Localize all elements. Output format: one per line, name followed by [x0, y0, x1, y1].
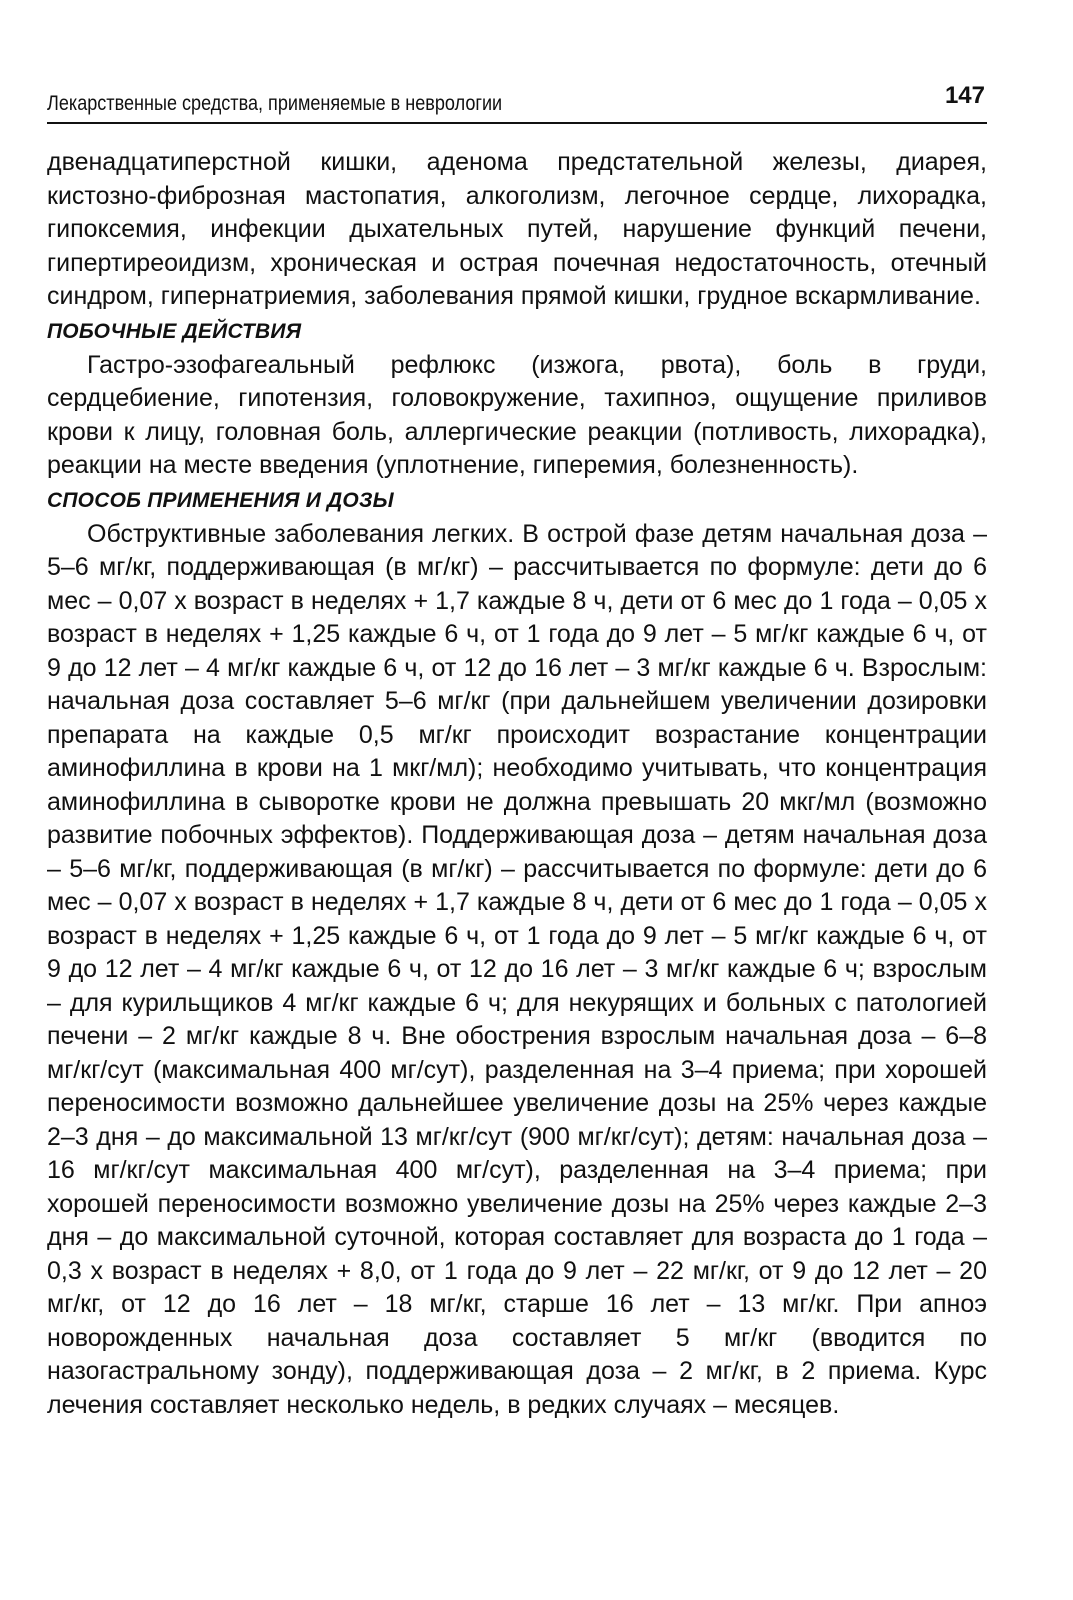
- page-number: 147: [944, 82, 985, 109]
- side-effects-heading: ПОБОЧНЫЕ ДЕЙСТВИЯ: [47, 319, 302, 343]
- dosage-paragraph: Обструктивные заболевания легких. В острой фазе детям начальная доза – 5–6 мг/кг, поддерживающая (в мг/кг) – рассчитывается по формуле: дети до 6 мес – 0,07 х возраст в неделях + 1,7 каждые 8 ч, дети от 6 мес до 1 года – 0,05 х возраст в неделях + 1,25 каждые 6 ч, от 1 года до 9 лет – 5 мг/кг каждые 6 ч, от 9 до 12 лет – 4 мг/кг каждые 6 ч, от 12 до 16 лет – 3 мг/кг каждые 6 ч. Взрослым: начальная доза составляет 5–6 мг/кг (при дальнейшем увеличении дозировки препарата на каждые 0,5 мг/кг происходит возрастание концентрации аминофиллина в крови на 1 мкг/мл); необходимо учитывать, что концентрация аминофиллина в сыворотке крови не должна превышать 20 мкг/мл (возможно развитие побочных эффектов). Поддерживающая доза – детям начальная доза – 5–6 мг/кг, поддерживающая (в мг/кг) – рассчитывается по формуле: дети до 6 мес – 0,07 х возраст в неделях + 1,7 каждые 8 ч, дети от 6 мес до 1 года – 0,05 х возраст в неделях + 1,25 каждые 6 ч, от 1 года до 9 лет – 5 мг/кг каждые 6 ч, от 9 до 12 лет – 4 мг/кг каждые 6 ч, от 12 до 16 лет – 3 мг/кг каждые 6 ч; взрослым – для курильщиков 4 мг/кг каждые 6 ч; для некурящих и больных с патологией печени – 2 мг/кг каждые 8 ч. Вне обострения взрослым начальная доза – 6–8 мг/кг/сут (максимальная 400 мг/сут), разделенная на 3–4 приема; при хорошей переносимости возможно дальнейшее увеличение дозы на 25% через каждые 2–3 дня – до максимальной 13 мг/кг/сут (900 мг/кг/сут); детям: начальная доза – 16 мг/кг/сут максимальная 400 мг/сут), разделенная на 3–4 приема; при хорошей переносимости возможно увеличение дозы на 25% через каждые 2–3 дня – до максимальной суточной, которая составляет для возраста до 1 года – 0,3 х возраст в неделях + 8,0, от 1 года до 9 лет – 22 мг/кг, от 9 до 12 лет – 20 мг/кг, от 12 до 16 лет – 18 мг/кг, старше 16 лет – 13 мг/кг. При апноэ новорожденных начальная доза составляет 5 мг/кг (вводится по назогастральному зонду), поддерживающая доза – 2 мг/кг, в 2 приема. Курс лечения составляет несколько недель, в редких случаях – месяцев.: [47, 519, 987, 1419]
- running-title: Лекарственные средства, применяемые в неврологии: [47, 92, 503, 115]
- book-page: [47, 0, 987, 1600]
- running-header: [47, 78, 987, 124]
- side-effects-paragraph: Гастро-эзофагеальный рефлюкс (изжога, рвота), боль в груди, сердцебиение, гипотензия, головокружение, тахипноэ, ощущение приливов крови к лицу, головная боль, аллергические реакции (потливость, лихорадка), реакции на месте введения (уплотнение, гиперемия, болезненность).: [47, 350, 987, 479]
- body-text: [47, 146, 987, 1422]
- dosage-heading: СПОСОБ ПРИМЕНЕНИЯ И ДОЗЫ: [47, 488, 394, 512]
- intro-paragraph: двенадцатиперстной кишки, аденома предстательной железы, диарея, кистозно-фиброзная мастопатия, алкоголизм, легочное сердце, лихорадка, гипоксемия, инфекции дыхательных путей, нарушение функций печени, гипертиреоидизм, хроническая и острая почечная недостаточность, отечный синдром, гипернатриемия, заболевания прямой кишки, грудное вскармливание.: [47, 148, 987, 310]
